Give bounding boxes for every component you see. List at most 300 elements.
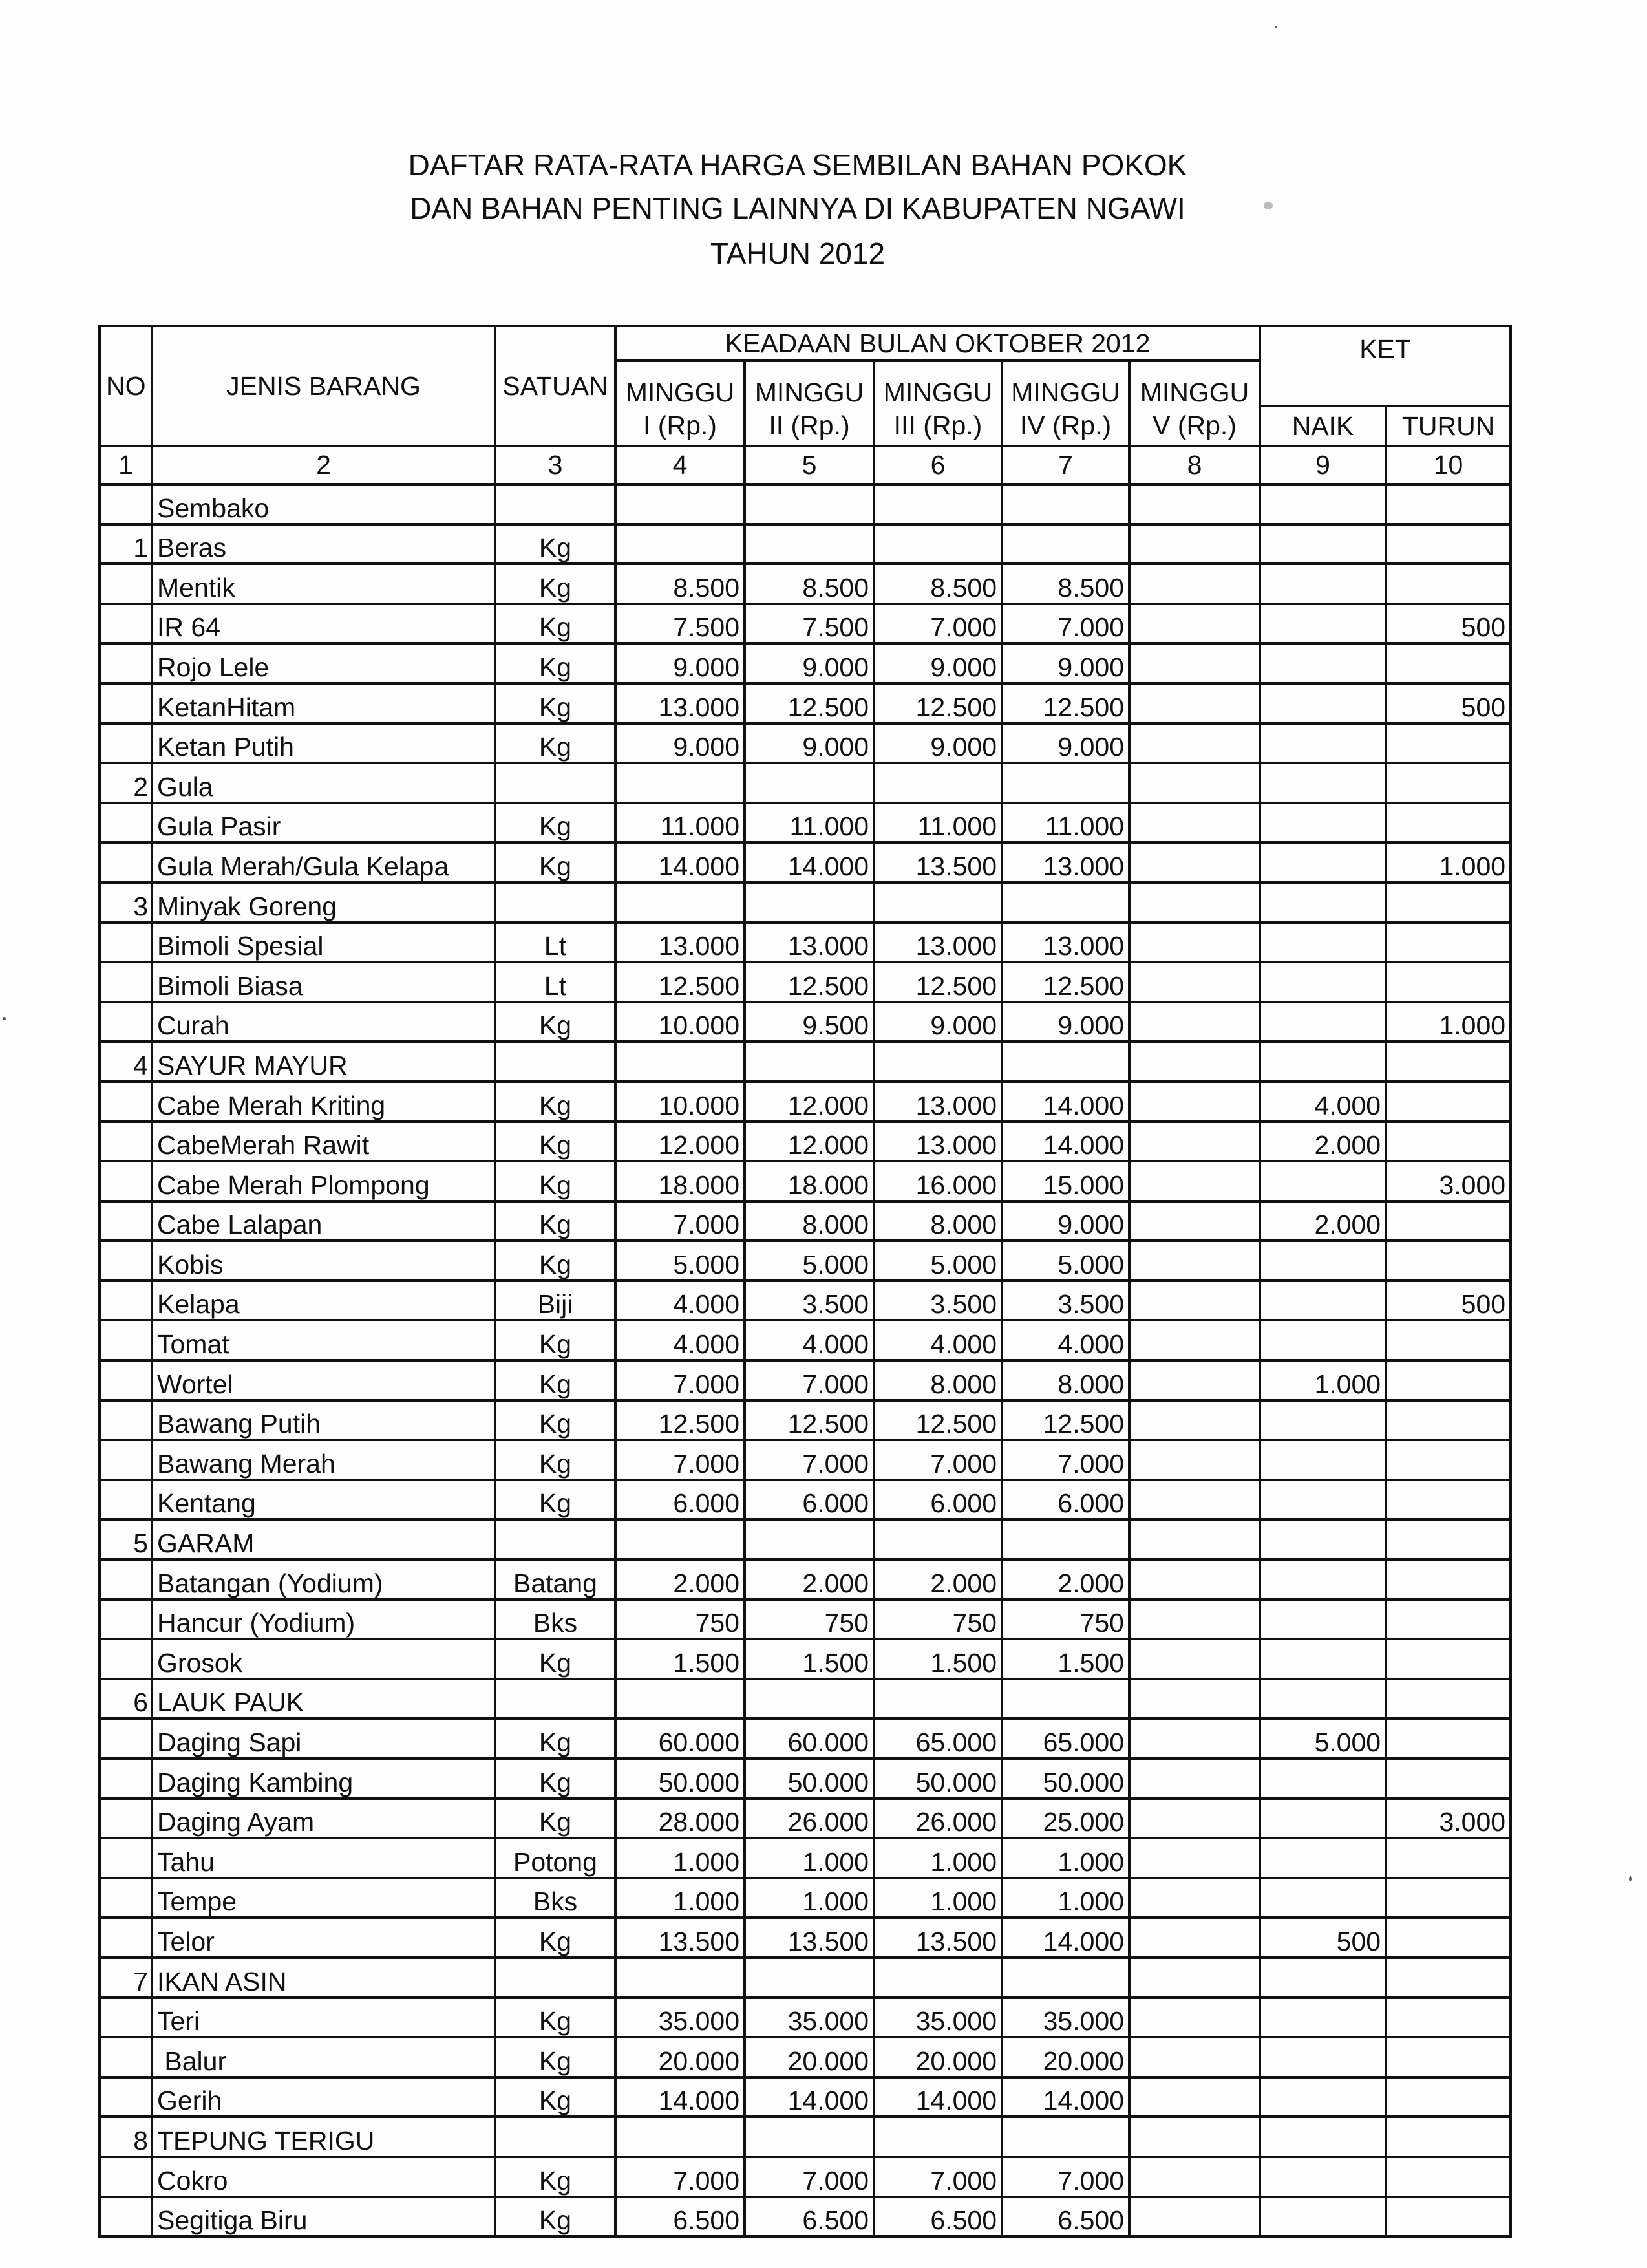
week-3-price: 9.000 <box>874 723 1002 764</box>
week-3-price: 6.000 <box>874 1480 1002 1520</box>
week-5-price <box>1129 1759 1260 1799</box>
header-jenis-barang: JENIS BARANG <box>152 326 495 446</box>
week-5-price <box>1129 1639 1260 1679</box>
week-4-price: 6.000 <box>1002 1480 1129 1520</box>
col-number: 8 <box>1129 446 1260 484</box>
turun-value <box>1386 1360 1511 1400</box>
week-2-price: 8.500 <box>745 564 874 604</box>
item-unit: Kg <box>495 1400 615 1440</box>
week-3-price: 9.000 <box>874 643 1002 683</box>
turun-value <box>1386 1878 1511 1918</box>
week-5-price <box>1129 1002 1260 1042</box>
week-4-price: 13.000 <box>1002 923 1129 963</box>
naik-value <box>1260 763 1386 803</box>
turun-value <box>1386 524 1511 564</box>
week-1-price <box>615 1519 745 1559</box>
week-3-price: 8.500 <box>874 564 1002 604</box>
week-5-price <box>1129 1161 1260 1201</box>
turun-value <box>1386 1599 1511 1640</box>
item-name: IR 64 <box>152 604 495 644</box>
row-number: 1 <box>100 524 152 564</box>
column-number-row <box>100 446 1511 484</box>
week-4-price: 1.000 <box>1002 1838 1129 1878</box>
week-5-price <box>1129 1360 1260 1400</box>
week-2-price <box>745 484 874 524</box>
week-1-price: 1.000 <box>615 1878 745 1918</box>
turun-value <box>1386 1440 1511 1480</box>
naik-value <box>1260 524 1386 564</box>
week-2-price: 35.000 <box>745 1998 874 2038</box>
col-number: 2 <box>152 446 495 484</box>
naik-value <box>1260 1679 1386 1719</box>
week-1-price: 14.000 <box>615 842 745 883</box>
week-3-price <box>874 1679 1002 1719</box>
week-4-price: 9.000 <box>1002 723 1129 764</box>
week-5-price <box>1129 1799 1260 1839</box>
week-3-price: 12.500 <box>874 683 1002 723</box>
week-1-price: 4.000 <box>615 1281 745 1321</box>
week-3-price: 7.000 <box>874 1440 1002 1480</box>
header-minggu-3: MINGGU <box>874 361 1002 406</box>
row-number: 2 <box>100 763 152 803</box>
week-5-price <box>1129 1122 1260 1162</box>
week-2-price <box>745 883 874 923</box>
row-number <box>100 1320 152 1360</box>
item-name: Gerih <box>152 2077 495 2117</box>
table-row <box>100 923 1511 963</box>
item-name: Cabe Lalapan <box>152 1201 495 1241</box>
week-5-price <box>1129 1998 1260 2038</box>
week-3-price: 13.000 <box>874 1122 1002 1162</box>
item-unit: Kg <box>495 1201 615 1241</box>
week-2-price: 1.000 <box>745 1838 874 1878</box>
naik-value <box>1260 1838 1386 1878</box>
week-4-price: 2.000 <box>1002 1559 1129 1599</box>
col-number: 7 <box>1002 446 1129 484</box>
week-5-price <box>1129 962 1260 1002</box>
turun-value <box>1386 484 1511 524</box>
item-name: Mentik <box>152 564 495 604</box>
turun-value: 1.000 <box>1386 842 1511 883</box>
table-row <box>100 524 1511 564</box>
week-5-price <box>1129 1320 1260 1360</box>
week-1-price: 28.000 <box>615 1799 745 1839</box>
document-title-line-1: DAFTAR RATA-RATA HARGA SEMBILAN BAHAN POKOK <box>408 148 1187 182</box>
item-name: LAUK PAUK <box>152 1679 495 1719</box>
week-1-price: 13.500 <box>615 1918 745 1958</box>
row-number <box>100 1480 152 1520</box>
item-name: GARAM <box>152 1519 495 1559</box>
week-2-price: 4.000 <box>745 1320 874 1360</box>
week-5-price <box>1129 1241 1260 1281</box>
week-3-price: 65.000 <box>874 1718 1002 1759</box>
header-naik: NAIK <box>1260 406 1386 446</box>
week-2-price: 60.000 <box>745 1718 874 1759</box>
item-name: Bimoli Biasa <box>152 962 495 1002</box>
week-5-price <box>1129 1918 1260 1958</box>
week-4-price <box>1002 1958 1129 1998</box>
turun-value <box>1386 1759 1511 1799</box>
week-1-price: 12.500 <box>615 962 745 1002</box>
week-4-price: 4.000 <box>1002 1320 1129 1360</box>
week-4-price: 14.000 <box>1002 1122 1129 1162</box>
week-5-price <box>1129 1718 1260 1759</box>
row-number <box>100 1360 152 1400</box>
item-unit: Kg <box>495 1998 615 2038</box>
week-1-price: 12.500 <box>615 1400 745 1440</box>
week-2-price: 11.000 <box>745 803 874 843</box>
naik-value <box>1260 1161 1386 1201</box>
week-1-price: 8.500 <box>615 564 745 604</box>
turun-value <box>1386 2037 1511 2077</box>
turun-value <box>1386 2197 1511 2237</box>
turun-value <box>1386 1400 1511 1440</box>
row-number: 3 <box>100 883 152 923</box>
week-4-price: 9.000 <box>1002 1201 1129 1241</box>
table-row <box>100 1878 1511 1918</box>
col-number: 1 <box>100 446 152 484</box>
week-3-price: 26.000 <box>874 1799 1002 1839</box>
week-5-price <box>1129 643 1260 683</box>
week-4-price: 11.000 <box>1002 803 1129 843</box>
turun-value <box>1386 1122 1511 1162</box>
week-1-price <box>615 524 745 564</box>
week-1-price <box>615 1042 745 1082</box>
row-number: 5 <box>100 1519 152 1559</box>
week-3-price: 8.000 <box>874 1201 1002 1241</box>
turun-value: 3.000 <box>1386 1799 1511 1839</box>
item-unit <box>495 1958 615 1998</box>
table-row <box>100 1400 1511 1440</box>
scan-speck <box>1264 202 1273 209</box>
item-name: Daging Kambing <box>152 1759 495 1799</box>
header-ket: KET <box>1260 326 1511 406</box>
week-2-price <box>745 1958 874 1998</box>
naik-value: 500 <box>1260 1918 1386 1958</box>
row-number <box>100 2077 152 2117</box>
table-row <box>100 1718 1511 1759</box>
week-1-price: 1.500 <box>615 1639 745 1679</box>
row-number <box>100 1559 152 1599</box>
week-2-price: 7.500 <box>745 604 874 644</box>
table-row <box>100 1002 1511 1042</box>
item-name: Bawang Merah <box>152 1440 495 1480</box>
item-name: Ketan Putih <box>152 723 495 764</box>
week-3-price: 14.000 <box>874 2077 1002 2117</box>
week-1-price: 7.500 <box>615 604 745 644</box>
item-name: Gula Pasir <box>152 803 495 843</box>
naik-value <box>1260 2117 1386 2157</box>
turun-value <box>1386 723 1511 764</box>
table-row <box>100 683 1511 723</box>
row-number <box>100 1400 152 1440</box>
item-unit: Bks <box>495 1878 615 1918</box>
item-unit: Biji <box>495 1281 615 1321</box>
naik-value <box>1260 1440 1386 1480</box>
table-row <box>100 1639 1511 1679</box>
row-number <box>100 1918 152 1958</box>
document-title-line-2: DAN BAHAN PENTING LAINNYA DI KABUPATEN NGAWI <box>410 191 1185 225</box>
row-number: 4 <box>100 1042 152 1082</box>
week-1-price: 13.000 <box>615 923 745 963</box>
turun-value: 3.000 <box>1386 1161 1511 1201</box>
week-2-price: 13.000 <box>745 923 874 963</box>
item-unit: Kg <box>495 2037 615 2077</box>
row-number <box>100 1799 152 1839</box>
row-number <box>100 1599 152 1640</box>
row-number <box>100 1161 152 1201</box>
turun-value <box>1386 643 1511 683</box>
row-number <box>100 1639 152 1679</box>
item-name: Cokro <box>152 2157 495 2197</box>
row-number <box>100 564 152 604</box>
item-name: Batangan (Yodium) <box>152 1559 495 1599</box>
week-5-price <box>1129 2077 1260 2117</box>
week-5-price <box>1129 1440 1260 1480</box>
row-number <box>100 1082 152 1122</box>
week-5-price <box>1129 524 1260 564</box>
week-2-price <box>745 2117 874 2157</box>
week-1-price: 60.000 <box>615 1718 745 1759</box>
item-name: Gula Merah/Gula Kelapa <box>152 842 495 883</box>
week-2-price: 13.500 <box>745 1918 874 1958</box>
table-row <box>100 883 1511 923</box>
item-name: Daging Sapi <box>152 1718 495 1759</box>
naik-value <box>1260 1400 1386 1440</box>
item-name: KetanHitam <box>152 683 495 723</box>
week-4-price: 9.000 <box>1002 1002 1129 1042</box>
item-name: Curah <box>152 1002 495 1042</box>
week-3-price: 2.000 <box>874 1559 1002 1599</box>
naik-value: 4.000 <box>1260 1082 1386 1122</box>
item-name: TEPUNG TERIGU <box>152 2117 495 2157</box>
item-unit <box>495 763 615 803</box>
week-3-price: 50.000 <box>874 1759 1002 1799</box>
week-2-price: 18.000 <box>745 1161 874 1201</box>
week-3-price: 9.000 <box>874 1002 1002 1042</box>
week-1-price: 11.000 <box>615 803 745 843</box>
table-row <box>100 1998 1511 2038</box>
row-number <box>100 1998 152 2038</box>
header-minggu-2-sub: II (Rp.) <box>745 406 874 446</box>
week-3-price: 20.000 <box>874 2037 1002 2077</box>
week-4-price <box>1002 763 1129 803</box>
table-row <box>100 2077 1511 2117</box>
row-number <box>100 723 152 764</box>
naik-value: 2.000 <box>1260 1201 1386 1241</box>
scan-speck <box>1629 1876 1632 1881</box>
turun-value <box>1386 1718 1511 1759</box>
naik-value <box>1260 1241 1386 1281</box>
week-2-price: 8.000 <box>745 1201 874 1241</box>
week-1-price: 7.000 <box>615 1360 745 1400</box>
scan-speck <box>1275 26 1277 28</box>
naik-value <box>1260 683 1386 723</box>
item-unit: Kg <box>495 683 615 723</box>
week-4-price: 6.500 <box>1002 2197 1129 2237</box>
table-row <box>100 1799 1511 1839</box>
week-3-price <box>874 484 1002 524</box>
turun-value <box>1386 2077 1511 2117</box>
week-5-price <box>1129 484 1260 524</box>
item-unit: Batang <box>495 1559 615 1599</box>
week-2-price <box>745 1519 874 1559</box>
week-2-price: 6.500 <box>745 2197 874 2237</box>
week-2-price: 750 <box>745 1599 874 1640</box>
week-4-price: 50.000 <box>1002 1759 1129 1799</box>
week-3-price: 6.500 <box>874 2197 1002 2237</box>
table-row <box>100 1042 1511 1082</box>
week-3-price: 13.000 <box>874 923 1002 963</box>
table-row <box>100 1958 1511 1998</box>
header-keadaan: KEADAAN BULAN OKTOBER 2012 <box>615 326 1260 361</box>
week-1-price: 35.000 <box>615 1998 745 2038</box>
week-2-price: 14.000 <box>745 2077 874 2117</box>
week-5-price <box>1129 1838 1260 1878</box>
naik-value <box>1260 564 1386 604</box>
item-name: SAYUR MAYUR <box>152 1042 495 1082</box>
row-number <box>100 1759 152 1799</box>
week-1-price: 10.000 <box>615 1002 745 1042</box>
header-no: NO <box>100 326 152 446</box>
row-number <box>100 1281 152 1321</box>
week-3-price <box>874 2117 1002 2157</box>
item-name: Wortel <box>152 1360 495 1400</box>
table-row <box>100 1480 1511 1520</box>
week-5-price <box>1129 1042 1260 1082</box>
table-row <box>100 564 1511 604</box>
item-unit <box>495 1679 615 1719</box>
item-name: CabeMerah Rawit <box>152 1122 495 1162</box>
row-number <box>100 643 152 683</box>
week-5-price <box>1129 723 1260 764</box>
week-4-price: 5.000 <box>1002 1241 1129 1281</box>
week-5-price <box>1129 1201 1260 1241</box>
naik-value <box>1260 604 1386 644</box>
naik-value <box>1260 1519 1386 1559</box>
naik-value <box>1260 2077 1386 2117</box>
naik-value <box>1260 1281 1386 1321</box>
header-minggu-2: MINGGU <box>745 361 874 406</box>
turun-value <box>1386 1320 1511 1360</box>
naik-value <box>1260 643 1386 683</box>
header-minggu-4: MINGGU <box>1002 361 1129 406</box>
week-5-price <box>1129 1281 1260 1321</box>
item-name: Cabe Merah Kriting <box>152 1082 495 1122</box>
table-row <box>100 1440 1511 1480</box>
header-minggu-4-sub: IV (Rp.) <box>1002 406 1129 446</box>
item-unit: Kg <box>495 1002 615 1042</box>
week-5-price <box>1129 1679 1260 1719</box>
naik-value: 1.000 <box>1260 1360 1386 1400</box>
week-4-price: 7.000 <box>1002 604 1129 644</box>
week-4-price: 12.500 <box>1002 1400 1129 1440</box>
row-number <box>100 1838 152 1878</box>
week-3-price: 5.000 <box>874 1241 1002 1281</box>
week-1-price <box>615 1679 745 1719</box>
week-5-price <box>1129 763 1260 803</box>
naik-value <box>1260 1799 1386 1839</box>
item-name: Bawang Putih <box>152 1400 495 1440</box>
naik-value <box>1260 1878 1386 1918</box>
week-4-price <box>1002 883 1129 923</box>
week-4-price: 25.000 <box>1002 1799 1129 1839</box>
week-4-price: 15.000 <box>1002 1161 1129 1201</box>
table-row <box>100 1201 1511 1241</box>
item-unit: Kg <box>495 803 615 843</box>
week-1-price: 9.000 <box>615 723 745 764</box>
week-5-price <box>1129 2037 1260 2077</box>
week-2-price: 12.500 <box>745 683 874 723</box>
week-1-price: 7.000 <box>615 1201 745 1241</box>
week-1-price <box>615 2117 745 2157</box>
item-name: Kentang <box>152 1480 495 1520</box>
item-unit <box>495 484 615 524</box>
row-number <box>100 604 152 644</box>
naik-value <box>1260 2157 1386 2197</box>
week-5-price <box>1129 883 1260 923</box>
naik-value <box>1260 1002 1386 1042</box>
naik-value <box>1260 1480 1386 1520</box>
week-4-price: 14.000 <box>1002 1918 1129 1958</box>
week-5-price <box>1129 2197 1260 2237</box>
table-row <box>100 2197 1511 2237</box>
item-name: Bimoli Spesial <box>152 923 495 963</box>
week-4-price: 9.000 <box>1002 643 1129 683</box>
week-4-price <box>1002 1519 1129 1559</box>
item-unit <box>495 1042 615 1082</box>
week-1-price: 7.000 <box>615 2157 745 2197</box>
turun-value <box>1386 923 1511 963</box>
table-row <box>100 2157 1511 2197</box>
item-unit: Kg <box>495 1241 615 1281</box>
week-4-price: 8.500 <box>1002 564 1129 604</box>
week-2-price: 12.500 <box>745 962 874 1002</box>
week-3-price: 35.000 <box>874 1998 1002 2038</box>
item-name: Grosok <box>152 1639 495 1679</box>
table-row <box>100 2117 1511 2157</box>
scan-speck <box>3 1017 6 1020</box>
row-number <box>100 842 152 883</box>
week-4-price: 12.500 <box>1002 962 1129 1002</box>
week-5-price <box>1129 923 1260 963</box>
week-1-price: 2.000 <box>615 1559 745 1599</box>
week-4-price: 750 <box>1002 1599 1129 1640</box>
col-number: 3 <box>495 446 615 484</box>
week-4-price: 1.000 <box>1002 1878 1129 1918</box>
week-3-price: 8.000 <box>874 1360 1002 1400</box>
item-name: Sembako <box>152 484 495 524</box>
item-name: Beras <box>152 524 495 564</box>
item-unit: Kg <box>495 604 615 644</box>
week-3-price <box>874 1042 1002 1082</box>
week-1-price <box>615 883 745 923</box>
turun-value <box>1386 1998 1511 2038</box>
week-2-price: 50.000 <box>745 1759 874 1799</box>
week-4-price: 14.000 <box>1002 2077 1129 2117</box>
row-number <box>100 2197 152 2237</box>
item-unit: Kg <box>495 1639 615 1679</box>
week-3-price: 7.000 <box>874 2157 1002 2197</box>
item-unit: Kg <box>495 1799 615 1839</box>
item-name: Minyak Goreng <box>152 883 495 923</box>
week-1-price: 6.500 <box>615 2197 745 2237</box>
row-number <box>100 962 152 1002</box>
col-number: 4 <box>615 446 745 484</box>
item-unit: Kg <box>495 1082 615 1122</box>
week-1-price: 750 <box>615 1599 745 1640</box>
table-row <box>100 1559 1511 1599</box>
